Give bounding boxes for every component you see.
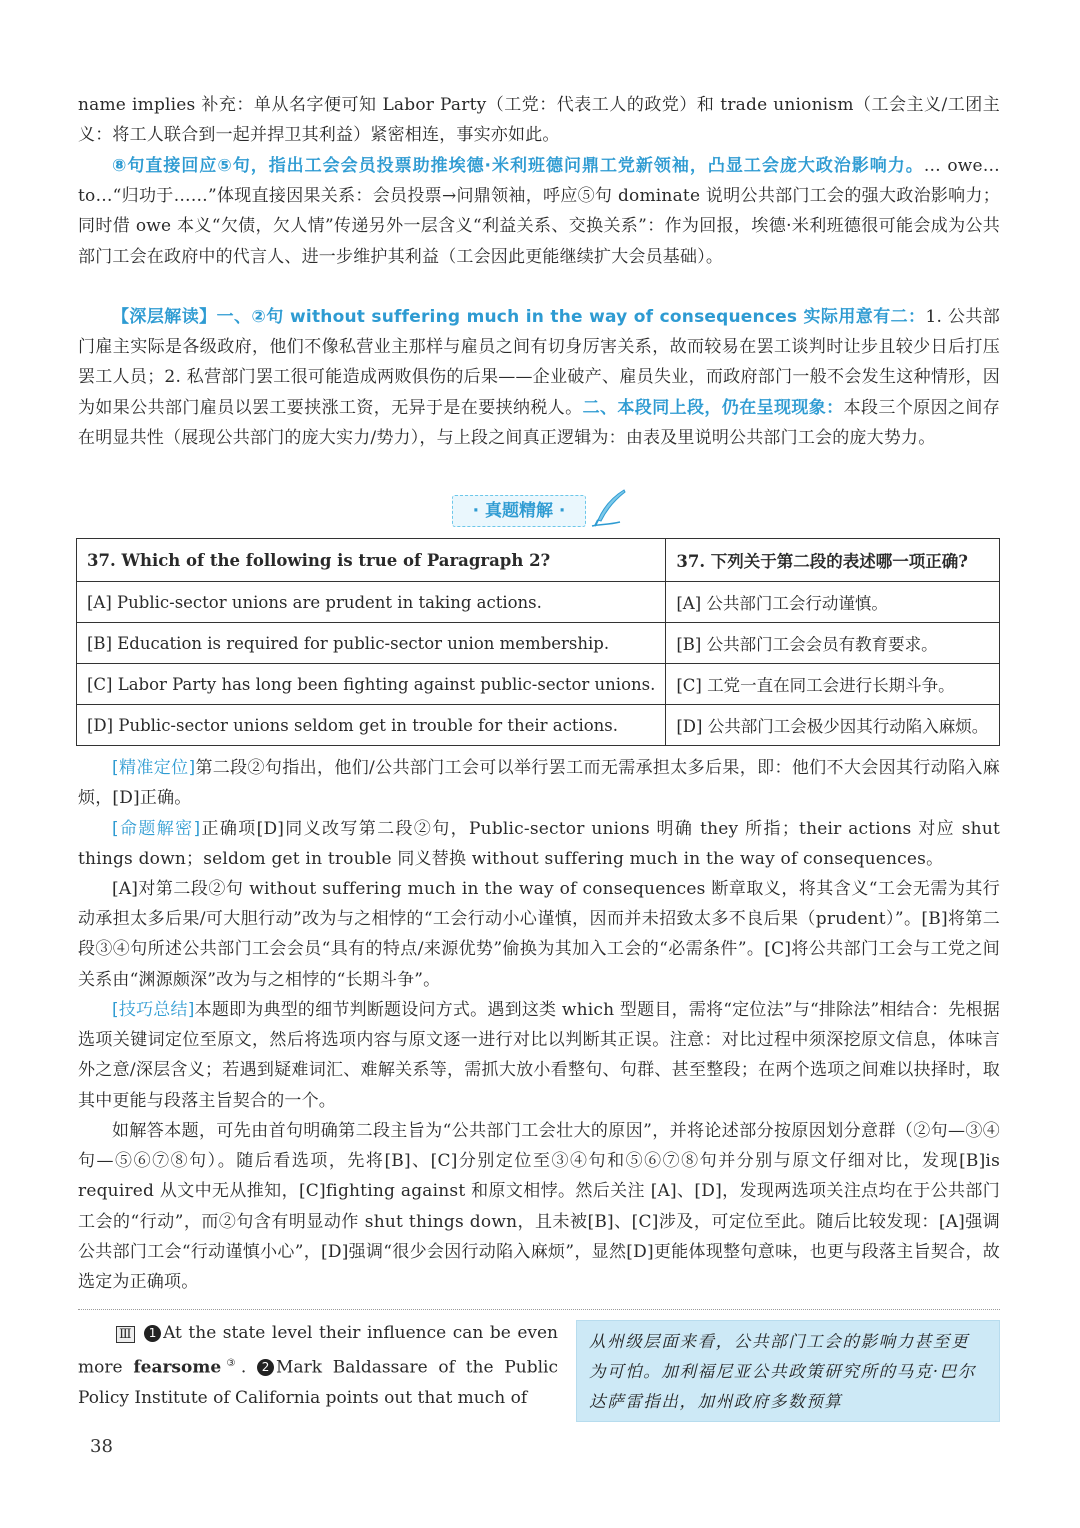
option-c-en: [C] Labor Party has long been fighting against public-sector unions. [77, 664, 666, 705]
paragraph-text: 正确项[D]同义改写第二段②句，Public-sector unions 明确 they 所指；their actions 对应 shut things down；seldom get in trouble 同义替换 without suffering much in the way of consequences。 [78, 819, 1001, 870]
option-a-zh: [A] 公共部门工会行动谨慎。 [666, 582, 1000, 623]
highlight-text: 一、②句 without suffering much in the way of consequences 实际用意有二： [216, 307, 926, 327]
question-en: 37. Which of the following is true of Paragraph 2? [77, 539, 666, 582]
page-number: 38 [90, 1436, 113, 1457]
sentence-number-1: 1 [144, 1325, 161, 1342]
question-zh: 37. 下列关于第二段的表述哪一项正确? [666, 539, 1000, 582]
highlight-text: ⑧句直接回应⑤句，指出工会会员投票助推埃德·米利班德问鼎工党新领袖，凸显工会庞大政治影响力。 [112, 156, 924, 176]
option-b-zh: [B] 公共部门工会会员有教育要求。 [666, 623, 1000, 664]
precise-location-label: [精准定位] [112, 758, 196, 778]
dotted-divider [78, 1309, 1000, 1310]
paragraph-text: … owe… to…“归功于……”体现直接因果关系：会员投票→问鼎领袖，呼应⑤句 dominate 说明公共部门工会的强大政治影响力；同时借 owe 本义“欠债，欠人情”传递另外一层含义“利益关系、交换关系”：作为回报，埃德·米利班德很可能会成为公共部门工会在政府中的代言人、进一步维护其利益（工会因此更能继续扩大会员基础）。 [78, 156, 1000, 267]
paragraph-option-analysis [78, 874, 1000, 995]
table-row [77, 539, 1000, 582]
translation-box: 从州级层面来看，公共部门工会的影响力甚至更为可怕。加利福尼亚公共政策研究所的马克·巴尔达萨雷指出，加州政府多数预算 [576, 1320, 1000, 1422]
table-row [77, 664, 1000, 705]
option-c-zh: [C] 工党一直在同工会进行长期斗争。 [666, 664, 1000, 705]
passage-excerpt [78, 1318, 558, 1413]
option-b-en: [B] Education is required for public-sector union membership. [77, 623, 666, 664]
paragraph-name-implies [78, 90, 1000, 150]
paragraph-technique-summary [78, 995, 1000, 1116]
section-numeral: Ⅲ [116, 1326, 135, 1343]
paragraph-precise-location [78, 753, 1000, 813]
paragraph-text: 本段三个原因之间存在明显共性（展现公共部门的庞大实力/势力），与上段之间真正逻辑为：由表及里说明公共部门工会的庞大势力。 [78, 397, 1000, 448]
paragraph-text: [A]对第二段②句 without suffering much in the way of consequences 断章取义，将其含义“工会无需为其行动承担太多后果/可大胆行动”改为与之相悖的“工会行动小心谨慎，因而并未招致太多不良后果（prudent）”。[B]将第二段③④句所述公共部门工会会员“具有的特点/来源优势”偷换为其加入工会的“必需条件”。[C]将公共部门工会与工党之间关系由“渊源颇深”改为与之相悖的“长期斗争”。 [78, 879, 1000, 990]
footnote-marker: ③ [221, 1357, 241, 1369]
sentence-1: At the state level their influence can be even more [78, 1323, 559, 1378]
paragraph-text: 第二段②句指出，他们/公共部门工会可以举行罢工而无需承担太多后果，即：他们不大会因其行动陷入麻烦，[D]正确。 [78, 758, 1000, 809]
paragraph-text: 1. 公共部门雇主实际是各级政府，他们不像私营业主那样与雇员之间有切身厉害关系，故而较易在罢工谈判时让步且较少日后打压罢工人员；2. 私营部门罢工很可能造成两败俱伤的后果——企业破产、雇员失业，而政府部门一般不会发生这种情形，因为如果公共部门雇员以罢工要挟涨工资，无异于是在要挟纳税人。 [78, 307, 1001, 418]
deep-reading-label: 【深层解读】 [112, 307, 217, 327]
sentence-number-2: 2 [257, 1359, 274, 1376]
vocab-word: fearsome [133, 1357, 222, 1378]
highlight-text: 二、本段同上段，仍在呈现现象： [582, 397, 844, 418]
option-d-en: [D] Public-sector unions seldom get in trouble for their actions. [77, 705, 666, 746]
paragraph-proposition-decode [78, 814, 1000, 874]
table-row [77, 705, 1000, 746]
question-table [76, 538, 1000, 746]
paragraph-text: 如解答本题，可先由首句明确第二段主旨为“公共部门工会壮大的原因”，并将论述部分按原因划分意群（②句—③④句—⑤⑥⑦⑧句）。随后看选项，先将[B]、[C]分别定位至③④句和⑤⑥⑦⑧句并分别与原文仔细对比，发现[B]is required 从文中无从推知，[C]fighting against 和原文相悖。然后关注 [A]、[D]，发现两选项关注点均在于公共部门工会的“行动”，而②句含有明显动作 shut things down，且未被[B]、[C]涉及，可定位至此。随后比较发现：[A]强调公共部门工会“行动谨慎小心”，[D]强调“很少会因行动陷入麻烦”，显然[D]更能体现整句意味，也更与段落主旨契合，故选定为正确项。 [78, 1121, 1000, 1293]
paragraph-sentence8 [78, 151, 1000, 272]
table-row [77, 623, 1000, 664]
paragraph-text: 本题即为典型的细节判断题设问方式。遇到这类 which 型题目，需将“定位法”与“排除法”相结合：先根据选项关键词定位至原文，然后将选项内容与原文逐一进行对比以判断其正误。注意：对比过程中须深挖原文信息，体味言外之意/深层含义；若遇到疑难词汇、难解关系等，需抓大放小看整句、句群、甚至整段；在两个选项之间难以抉择时，取其中更能与段落主旨契合的一个。 [78, 1000, 1000, 1111]
technique-summary-label: [技巧总结] [112, 1000, 195, 1020]
paragraph-text: name implies 补充：单从名字便可知 Labor Party（工党：代表工人的政党）和 trade unionism（工会主义/工团主义：将工人联合到一起并捍卫其利益）紧密相连，事实亦如此。 [78, 95, 1000, 146]
quill-pen-icon [590, 488, 628, 528]
section-title: · 真题精解 · [452, 495, 586, 527]
paragraph-solution-example [78, 1116, 1000, 1297]
option-d-zh: [D] 公共部门工会极少因其行动陷入麻烦。 [666, 705, 1000, 746]
sentence-2: Mark Baldassare of the Public Policy Institute of California points out that much of [78, 1357, 558, 1408]
option-a-en: [A] Public-sector unions are prudent in taking actions. [77, 582, 666, 623]
table-row [77, 582, 1000, 623]
proposition-decode-label: [命题解密] [112, 819, 201, 839]
sentence-1-end: . [240, 1357, 247, 1378]
paragraph-deep-reading [78, 302, 1000, 453]
